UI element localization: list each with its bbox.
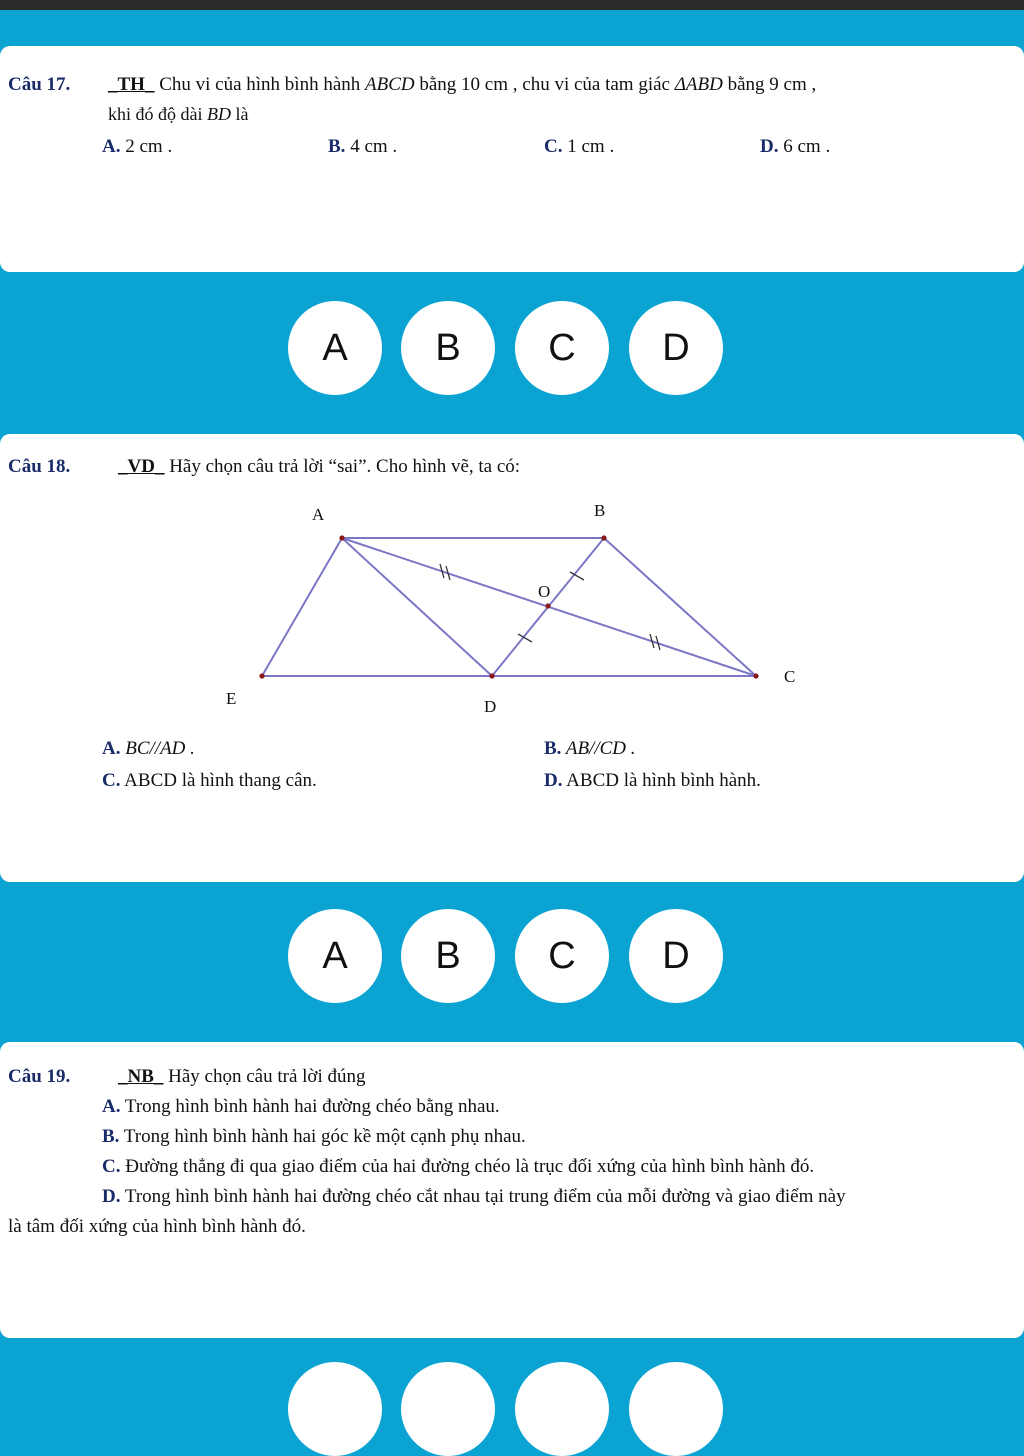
question-text: bằng 10 cm , chu vi của tam giác	[414, 74, 675, 95]
answer-bar-q17	[0, 274, 1024, 420]
question-number: Câu 18.	[8, 456, 71, 477]
q18-option-b: B. AB//CD .	[544, 738, 636, 759]
question-level: _TH_	[108, 74, 155, 95]
q19-option-a: A. Trong hình bình hành hai đường chéo bằng nhau.	[102, 1096, 500, 1117]
answer-bar-q19	[0, 1338, 1024, 1384]
geometry-figure	[0, 434, 1024, 734]
question-text: Hãy chọn câu trả lời “sai”. Cho hình vẽ, ta có:	[164, 456, 521, 477]
question-19-card	[0, 1042, 1024, 1338]
q19-option-c: C. Đường thẳng đi qua giao điểm của hai đường chéo là trục đối xứng của hình bình hành đó.	[102, 1156, 815, 1177]
question-text: bằng 9 cm ,	[722, 74, 817, 95]
answer-button-d[interactable]: D	[629, 909, 723, 1003]
question-18-card	[0, 434, 1024, 882]
point-d	[489, 673, 494, 678]
segment-ad	[342, 538, 492, 676]
segment-bc	[604, 538, 756, 676]
question-number: Câu 19.	[8, 1066, 71, 1087]
q19-option-b: B. Trong hình bình hành hai góc kề một cạnh phụ nhau.	[102, 1126, 526, 1147]
label-a: A	[312, 505, 325, 524]
question-level: _VD_	[118, 456, 165, 477]
q17-option-c: C. 1 cm .	[544, 136, 615, 157]
answer-button-c[interactable]: C	[515, 909, 609, 1003]
question-level: _NB_	[118, 1066, 164, 1087]
q19-option-d-continued: là tâm đối xứng của hình bình hành đó.	[8, 1216, 306, 1237]
point-e	[259, 673, 264, 678]
q17-option-b: B. 4 cm .	[328, 136, 398, 157]
question-17-card	[0, 46, 1024, 272]
answer-button-c[interactable]	[515, 1362, 609, 1456]
math-abcd: ABCD	[365, 74, 415, 95]
segment-ae	[262, 538, 342, 676]
question-text: Chu vi của hình bình hành	[154, 74, 366, 95]
answer-button-b[interactable]: B	[401, 301, 495, 395]
q18-option-a: A. BC//AD .	[102, 738, 195, 759]
question-17-text	[8, 74, 816, 96]
point-o	[545, 603, 550, 608]
label-o: O	[538, 582, 551, 601]
q18-option-d: D. ABCD là hình bình hành.	[544, 770, 761, 791]
answer-button-a[interactable]: A	[288, 909, 382, 1003]
answer-button-c[interactable]: C	[515, 301, 609, 395]
answer-button-b[interactable]	[401, 1362, 495, 1456]
answer-button-a[interactable]	[288, 1362, 382, 1456]
point-a	[339, 535, 344, 540]
q18-option-c: C. ABCD là hình thang cân.	[102, 770, 317, 791]
question-number: Câu 17.	[8, 74, 71, 95]
q19-option-d: D. Trong hình bình hành hai đường chéo cắt nhau tại trung điểm của mỗi đường và giao điểm này	[102, 1186, 846, 1207]
answer-bar-q18	[0, 882, 1024, 1028]
answer-button-b[interactable]: B	[401, 909, 495, 1003]
question-19-text	[8, 1066, 366, 1088]
question-text: khi đó độ dài	[108, 104, 207, 124]
label-c: C	[784, 667, 796, 686]
question-text: là	[231, 104, 249, 124]
math-triangle: ΔABD	[674, 74, 723, 95]
label-e: E	[226, 689, 237, 708]
top-status-bar	[0, 0, 1024, 10]
question-text: Hãy chọn câu trả lời đúng	[163, 1066, 366, 1087]
label-d: D	[484, 697, 497, 716]
question-17-text-line2	[108, 104, 249, 125]
math-bd: BD	[207, 104, 231, 124]
top-blue-strip	[0, 10, 1024, 36]
q17-option-d: D. 6 cm .	[760, 136, 831, 157]
point-b	[601, 535, 606, 540]
answer-button-a[interactable]: A	[288, 301, 382, 395]
answer-button-d[interactable]: D	[629, 301, 723, 395]
label-b: B	[594, 501, 606, 520]
q17-option-a: A. 2 cm .	[102, 136, 173, 157]
point-c	[753, 673, 758, 678]
answer-button-d[interactable]	[629, 1362, 723, 1456]
